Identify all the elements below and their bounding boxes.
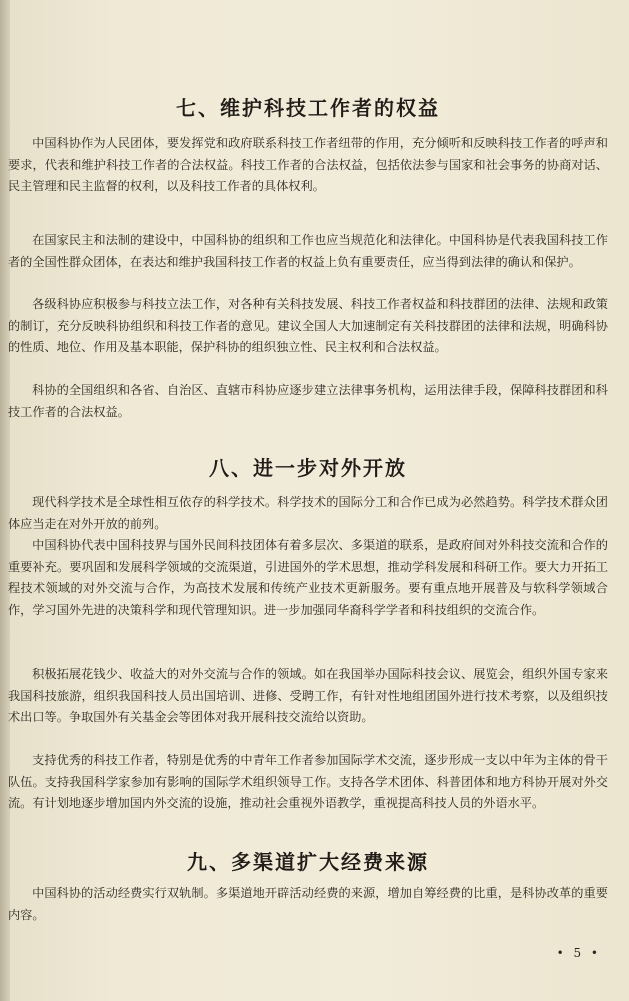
section-7-paragraph-2: 在国家民主和法制的建设中，中国科协的组织和工作也应当规范化和法律化。中国科协是代表我国科技工作者的全国性群众团体，在表达和维护我国科技工作者的权益上负有重要责任，应当得到法律的确认和保护。 xyxy=(8,233,608,269)
page-content xyxy=(8,0,608,1001)
section-8-paragraph-4: 支持优秀的科技工作者，特别是优秀的中青年工作者参加国际学术交流，逐步形成一支以中年为主体的骨干队伍。支持我国科学家参加有影响的国际学术组织领导工作。支持各学术团体、科普团体和地方科协开展对外交流。有计划地逐步增加国内外交流的设施，推动社会重视外语教学，重视提高科技人员的外语水平。 xyxy=(8,753,608,810)
section-8-heading: 八、进一步对外开放 xyxy=(209,456,407,480)
section-9-heading: 九、多渠道扩大经费来源 xyxy=(187,850,429,874)
section-7-paragraph-3: 各级科协应积极参与科技立法工作，对各种有关科技发展、科技工作者权益和科技群团的法律、法规和政策的制订，充分反映科协组织和科技工作者的意见。建议全国人大加速制定有关科技群团的法律和法规，明确科协的性质、地位、作用及基本职能，保护科协的组织独立性、民主权利和合法权益。 xyxy=(8,297,608,354)
section-7-paragraph-1: 中国科协作为人民团体，要发挥党和政府联系科技工作者纽带的作用，充分倾听和反映科技工作者的呼声和要求，代表和维护科技工作者的合法权益。科技工作者的合法权益，包括依法参与国家和社会事务的协商对话、民主管理和民主监督的权利，以及科技工作者的具体权利。 xyxy=(8,136,608,193)
section-8-paragraph-2: 中国科协代表中国科技界与国外民间科技团体有着多层次、多渠道的联系，是政府间对外科技交流和合作的重要补充。要巩固和发展科学领域的交流渠道，引进国外的学术思想，推动学科发展和科研工作。要大力开拓工程技术领域的对外交流与合作，为高技术发展和传统产业技术更新服务。要有重点地开展普及与软科学领域合作，学习国外先进的决策科学和现代管理知识。进一步加强同华裔科学学者和科技组织的交流合作。 xyxy=(8,538,608,617)
page-number: • 5 • xyxy=(556,946,601,960)
section-9-paragraph-1: 中国科协的活动经费实行双轨制。多渠道地开辟活动经费的来源，增加自筹经费的比重，是科协改革的重要内容。 xyxy=(8,886,608,922)
section-7-paragraph-4: 科协的全国组织和各省、自治区、直辖市科协应逐步建立法律事务机构，运用法律手段，保障科技群团和科技工作者的合法权益。 xyxy=(8,383,608,419)
section-8-paragraph-1: 现代科学技术是全球性相互依存的科学技术。科学技术的国际分工和合作已成为必然趋势。科学技术群众团体应当走在对外开放的前列。 xyxy=(8,495,608,531)
section-7-heading: 七、维护科技工作者的权益 xyxy=(176,96,440,120)
section-8-paragraph-3: 积极拓展花钱少、收益大的对外交流与合作的领域。如在我国举办国际科技会议、展览会，组织外国专家来我国科技旅游，组织我国科技人员出国培训、进修、受聘工作，有针对性地组团国外进行技术考察，以及组织技术出口等。争取国外有关基金会等团体对我开展科技交流给以资助。 xyxy=(8,667,608,724)
